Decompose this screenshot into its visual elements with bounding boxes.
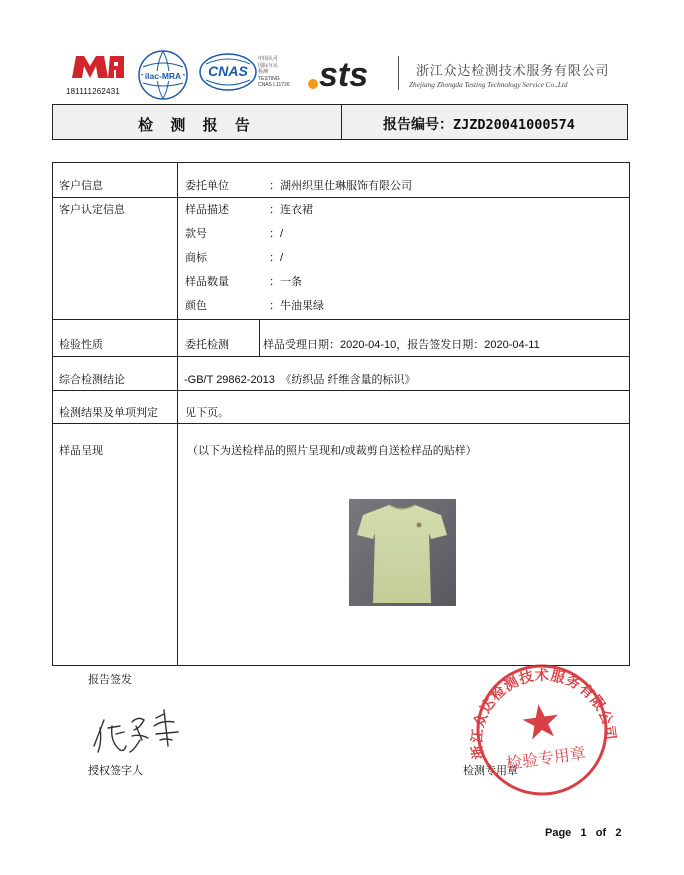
page-word: Page — [545, 827, 572, 839]
ilac-mra-logo — [137, 49, 189, 101]
row-divider — [53, 390, 629, 391]
field-label: 商标 — [185, 251, 207, 264]
report-title-bar — [52, 104, 628, 140]
column-divider — [259, 319, 260, 356]
confirmed-info-label: 客户认定信息 — [59, 203, 125, 216]
inspection-seal — [462, 660, 622, 800]
company-name-en: Zhejiang Zhongda Testing Technology Service Co.,Ltd — [409, 80, 568, 89]
page-of: of — [595, 827, 607, 839]
svg-text:ilac-MRA: ilac-MRA — [144, 71, 182, 81]
report-number-value: ZJZD20041000574 — [453, 117, 575, 133]
row-divider — [53, 356, 629, 357]
cma-number: 181111262431 — [66, 87, 121, 96]
report-title: 检 测 报 告 — [138, 116, 256, 134]
column-divider — [177, 423, 178, 666]
svg-text:sts: sts — [319, 56, 369, 92]
sample-label: 样品呈现 — [59, 444, 103, 457]
field-value: ：/ — [269, 228, 284, 240]
row-divider — [53, 197, 629, 198]
svg-text:浙江众达检测技术服务有限公司: 浙江众达检测技术服务有限公司 — [469, 667, 619, 761]
svg-text:CNAS: CNAS — [208, 63, 248, 79]
entrust-unit-label: 委托单位 — [185, 179, 229, 192]
page-total: 2 — [615, 827, 622, 839]
field-label: 款号 — [185, 227, 207, 240]
client-info-label: 客户信息 — [59, 179, 103, 192]
row-divider — [53, 423, 629, 424]
company-name-cn: 浙江众达检测技术服务有限公司 — [416, 64, 610, 79]
result-label: 检测结果及单项判定 — [59, 406, 158, 419]
sts-logo — [306, 52, 388, 92]
cnas-accreditation-text: 中国认可 国际互认 检测 TESTING CNAS L11726 — [258, 56, 290, 89]
sample-photo — [349, 499, 456, 606]
field-value: ：/ — [269, 252, 284, 264]
page-number — [545, 827, 621, 839]
seal-label: 检测专用章 — [463, 764, 518, 777]
report-info-table — [52, 162, 630, 666]
title-divider — [341, 105, 342, 139]
field-value: ：一条 — [269, 275, 302, 288]
field-value: ：牛油果绿 — [269, 299, 324, 312]
entrust-unit-value: ：湖州织里仕琳服饰有限公司 — [269, 179, 412, 192]
result-value: 见下页。 — [185, 406, 229, 419]
report-number-label: 报告编号： — [383, 117, 453, 133]
report-number — [383, 114, 575, 134]
row-divider — [53, 319, 629, 320]
sign-issue-label: 报告签发 — [88, 673, 132, 686]
inspection-type-value: 委托检测 — [185, 338, 229, 351]
conclusion-value: -GB/T 29862-2013 《纺织品 纤维含量的标识》 — [184, 374, 416, 386]
column-divider — [177, 163, 178, 423]
conclusion-label: 综合检测结论 — [59, 373, 125, 386]
cma-logo — [70, 52, 126, 82]
inspection-type-label: 检验性质 — [59, 338, 103, 351]
authorized-signatory-label: 授权签字人 — [88, 764, 143, 777]
field-value: ：连衣裙 — [269, 203, 313, 216]
field-label: 样品描述 — [185, 203, 229, 216]
sample-note: （以下为送检样品的照片呈现和/或裁剪自送检样品的贴样） — [187, 444, 477, 457]
cnas-logo — [198, 52, 258, 92]
field-label: 样品数量 — [185, 275, 229, 288]
inspection-dates: 样品受理日期：2020-04-10，报告签发日期：2020-04-11 — [263, 339, 540, 351]
svg-text:检验专用章: 检验专用章 — [505, 743, 587, 774]
signature — [90, 706, 190, 758]
field-label: 颜色 — [185, 299, 207, 312]
page-current: 1 — [580, 827, 587, 839]
header-divider — [398, 56, 399, 90]
